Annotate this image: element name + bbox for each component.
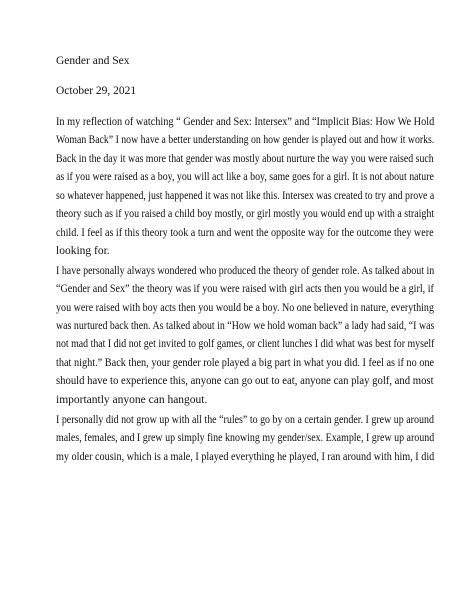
document-date: October 29, 2021 <box>56 85 137 97</box>
paragraph-line: Woman Back” I now have a better understanding on how gender is played out and how it works. <box>56 134 435 146</box>
paragraph-line: not mad that I did not get invited to golf games, or client lunches I did what was best for myself <box>56 338 435 350</box>
paragraph-line: importantly anyone can hangout. <box>56 394 208 406</box>
paragraph-line: that night.” Back then, your gender role played a big part in what you did. I feel as if no one <box>56 357 435 369</box>
paragraph-line: you were raised with boy acts then you would be a boy. No one believed in nature, everything <box>56 302 434 314</box>
paragraph-line: In my reflection of watching “ Gender and Sex: Intersex” and “Implicit Bias: How We Hold <box>56 116 435 128</box>
paragraph-line: as if you were raised as a boy, you will act like a boy, same goes for a girl. It is not about nature <box>56 171 434 183</box>
paragraph-line: should have to experience this, anyone can go out to eat, anyone can play golf, and most <box>56 375 434 387</box>
paragraph-line: theory such as if you raised a child boy mostly, or girl mostly you would end up with a straight <box>56 208 435 220</box>
paragraph-line: my older cousin, which is a male, I played everything he played, I ran around with him, I did <box>56 451 435 463</box>
paragraph-line: Back in the day it was more that gender was mostly about nurture the way you were raised such <box>56 153 434 165</box>
paragraph-line: so whatever happened, just happened it was not like this. Intersex was created to try and prove a <box>56 190 435 202</box>
paragraph-line: “Gender and Sex” the theory was if you were raised with girl acts then you would be a girl, if <box>56 283 434 295</box>
paragraph-line: males, females, and I grew up simply fine knowing my gender/sex. Example, I grew up around <box>56 432 435 444</box>
paragraph-line: looking for. <box>56 245 110 257</box>
paragraph-line: was nurtured back then. As talked about in “How we hold woman back” a lady had said, “I was <box>56 320 435 332</box>
paragraph-line: I have personally always wondered who produced the theory of gender role. As talked about in <box>56 265 435 277</box>
paragraph-line: I personally did not grow up with all the “rules” to go by on a certain gender. I grew up around <box>56 414 434 426</box>
document-title: Gender and Sex <box>56 55 130 67</box>
paragraph-line: child. I feel as if this theory took a turn and went the opposite way for the outcome they were <box>56 227 434 239</box>
